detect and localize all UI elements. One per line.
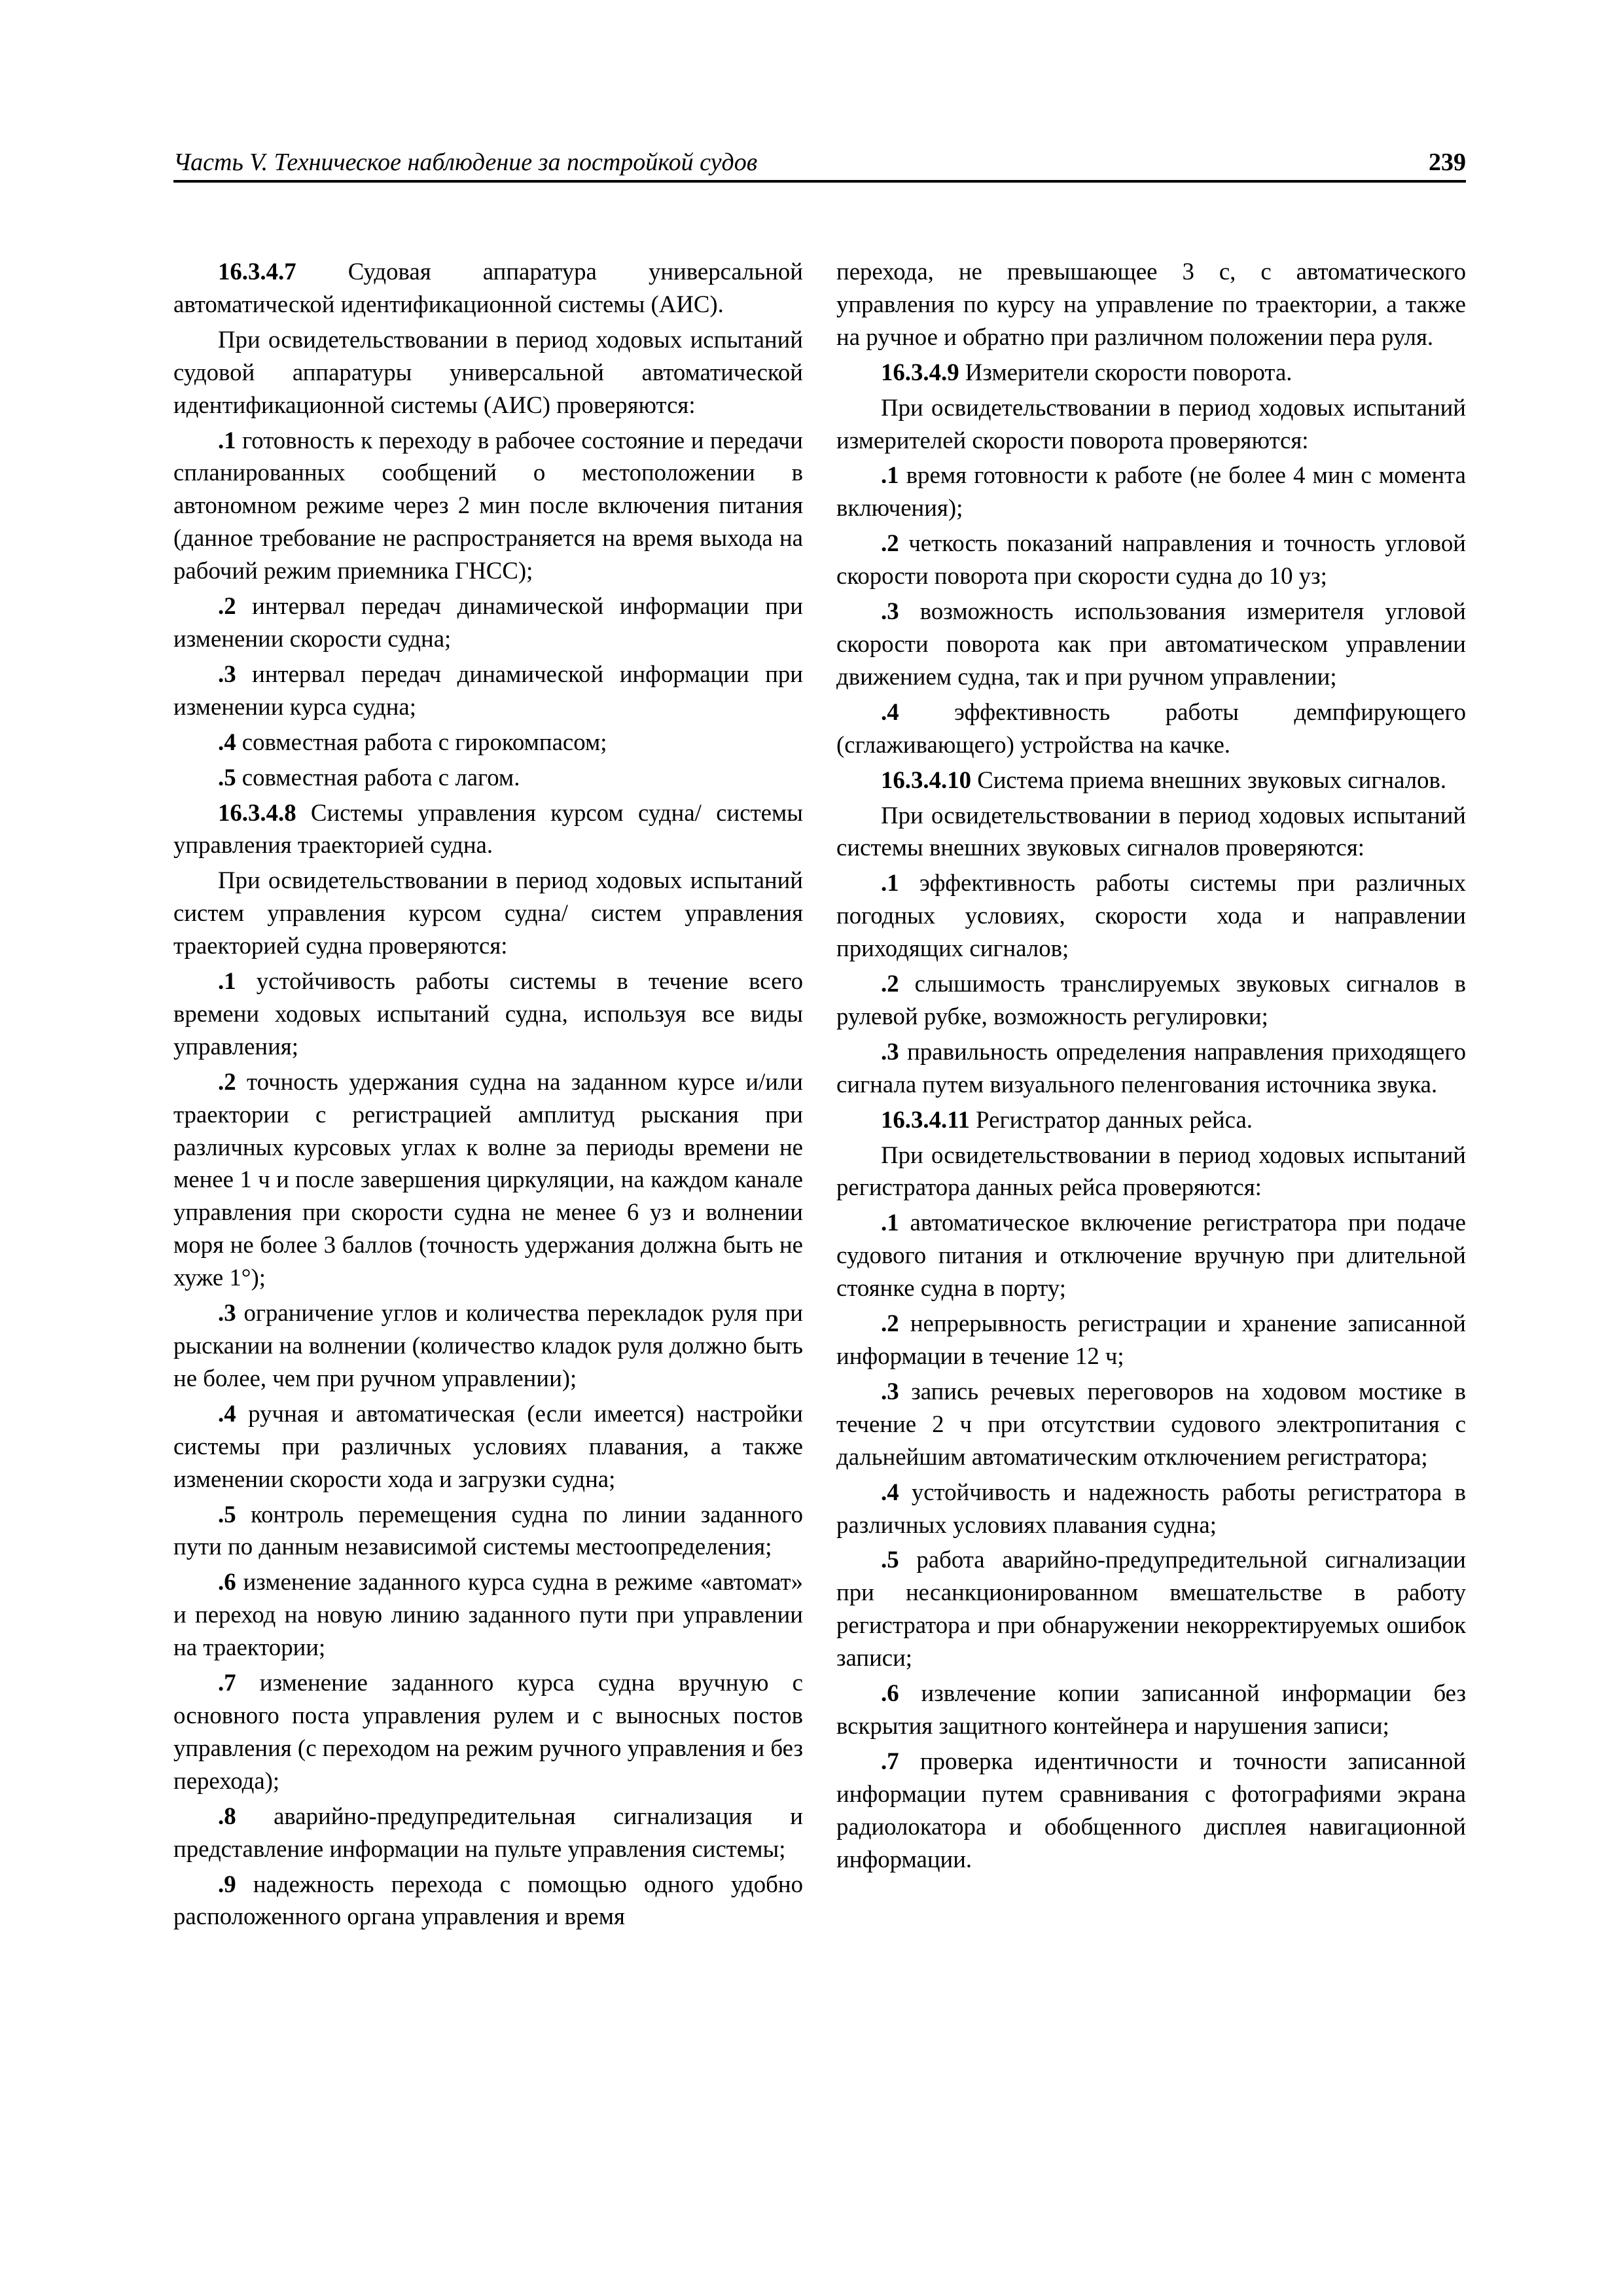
- paragraph: [173, 323, 803, 422]
- paragraph-text: интервал передач динамической информации при изменении курса судна;: [173, 660, 803, 720]
- item-number: .3: [881, 1037, 899, 1065]
- running-title: Часть V. Техническое наблюдение за постройкой судов: [173, 149, 758, 176]
- paragraph: [836, 255, 1466, 353]
- paragraph-text: устойчивость работы системы в течение всего времени ходовых испытаний судна, используя все виды управления;: [173, 967, 803, 1060]
- paragraph: [173, 1498, 803, 1564]
- paragraph: [836, 696, 1466, 761]
- paragraph-text: проверка идентичности и точности записанной информации путем сравнивания с фотографиями экрана радиолокатора и обобщенного дисплея навигационной информации.: [836, 1747, 1466, 1873]
- item-number: .5: [218, 1500, 236, 1528]
- item-number: .6: [881, 1679, 899, 1707]
- paragraph: [836, 391, 1466, 457]
- paragraph-text: четкость показаний направления и точность угловой скорости поворота при скорости судна до 10 уз;: [836, 529, 1466, 590]
- paragraph-text: При освидетельствовании в период ходовых испытаний системы внешних звуковых сигналов проверяются:: [836, 801, 1466, 861]
- paragraph: [836, 1476, 1466, 1541]
- paragraph-text: ограничение углов и количества перекладок руля при рыскании на волнении (количество кладок руля должно быть не более, чем при ручном управлении);: [173, 1299, 803, 1391]
- right-column: [836, 255, 1466, 1876]
- paragraph-text: правильность определения направления приходящего сигнала путем визуального пеленгования источника звука.: [836, 1037, 1466, 1098]
- paragraph-text: непрерывность регистрации и хранение записанной информации в течение 12 ч;: [836, 1310, 1466, 1369]
- paragraph: [173, 1066, 803, 1294]
- item-number: .2: [218, 592, 236, 620]
- item-number: .1: [218, 967, 236, 995]
- item-number: .1: [881, 869, 899, 897]
- paragraph: [836, 764, 1466, 797]
- left-column: [173, 255, 803, 1933]
- paragraph-text: извлечение копии записанной информации без вскрытия защитного контейнера и нарушения записи;: [836, 1679, 1466, 1739]
- paragraph: [836, 595, 1466, 693]
- paragraph-text: Регистратор данных рейса.: [969, 1105, 1253, 1133]
- paragraph: [173, 255, 803, 321]
- paragraph-text: надежность перехода с помощью одного удобно расположенного органа управления и время: [173, 1870, 803, 1930]
- paragraph: [836, 1375, 1466, 1473]
- item-number: .4: [218, 728, 236, 755]
- page-number: 239: [1429, 149, 1466, 176]
- paragraph-text: изменение заданного курса судна в режиме «автомат» и переход на новую линию заданного пути при управлении на траектории;: [173, 1568, 803, 1661]
- item-number: .1: [881, 1209, 899, 1236]
- item-number: 16.3.4.8: [218, 798, 296, 826]
- paragraph-text: При освидетельствовании в период ходовых испытаний измерителей скорости поворота проверяются:: [836, 393, 1466, 454]
- paragraph: [173, 424, 803, 588]
- paragraph: [836, 1139, 1466, 1204]
- paragraph-text: Система приема внешних звуковых сигналов.: [971, 766, 1447, 793]
- paragraph-text: интервал передач динамической информации при изменении скорости судна;: [173, 592, 803, 652]
- paragraph-text: контроль перемещения судна по линии заданного пути по данным независимой системы местоопределения;: [173, 1500, 803, 1560]
- item-number: 16.3.4.10: [881, 766, 971, 793]
- paragraph: [173, 864, 803, 962]
- item-number: .3: [881, 1377, 899, 1405]
- item-number: .7: [881, 1747, 899, 1774]
- paragraph: [173, 1566, 803, 1664]
- item-number: .7: [218, 1669, 236, 1696]
- paragraph-text: возможность использования измерителя угловой скорости поворота как при автоматическом управлении движением судна, так и при ручном управлении;: [836, 598, 1466, 690]
- item-number: .1: [218, 426, 236, 454]
- item-number: 16.3.4.11: [881, 1105, 970, 1133]
- paragraph-text: совместная работа с гирокомпасом;: [236, 728, 607, 755]
- item-number: .6: [218, 1568, 236, 1596]
- paragraph-text: совместная работа с лагом.: [236, 763, 520, 791]
- paragraph: [173, 1666, 803, 1797]
- paragraph: [173, 658, 803, 723]
- paragraph-text: эффективность работы системы при различных погодных условиях, скорости хода и направлении приходящих сигналов;: [836, 869, 1466, 962]
- paragraph: [173, 1297, 803, 1395]
- paragraph-text: перехода, не превышающее 3 с, с автоматического управления по курсу на управление по траектории, а также на ручное и обратно при различном положении пера руля.: [836, 258, 1466, 350]
- paragraph: [836, 867, 1466, 965]
- item-number: .1: [881, 461, 899, 489]
- paragraph: [836, 967, 1466, 1033]
- paragraph-text: устойчивость и надежность работы регистратора в различных условиях плавания судна;: [836, 1478, 1466, 1538]
- paragraph-text: готовность к переходу в рабочее состояние и передачи спланированных сообщений о местоположении в автономном режиме через 2 мин после включения питания (данное требование не распространяется на время выхода на рабочий режим приемника ГНСС);: [173, 426, 803, 584]
- paragraph: [173, 797, 803, 862]
- item-number: .3: [218, 1299, 236, 1327]
- paragraph: [836, 1677, 1466, 1742]
- item-number: .4: [881, 698, 899, 725]
- paragraph-text: При освидетельствовании в период ходовых испытаний регистратора данных рейса проверяются:: [836, 1141, 1466, 1201]
- paragraph-text: Системы управления курсом судна/ системы управления траекторией судна.: [173, 798, 803, 859]
- item-number: .5: [218, 763, 236, 791]
- item-number: .8: [218, 1802, 236, 1829]
- paragraph: [836, 799, 1466, 865]
- item-number: .2: [881, 529, 899, 557]
- paragraph-text: эффективность работы демпфирующего (сглаживающего) устройства на качке.: [836, 698, 1466, 758]
- paragraph: [173, 1397, 803, 1496]
- paragraph: [836, 1745, 1466, 1876]
- paragraph: [173, 1800, 803, 1865]
- paragraph-text: При освидетельствовании в период ходовых испытаний систем управления курсом судна/ систем управления траекторией судна проверяются:: [173, 867, 803, 960]
- paragraph-text: запись речевых переговоров на ходовом мостике в течение 2 ч при отсутствии судового электропитания с дальнейшим автоматическим отключением регистратора;: [836, 1377, 1466, 1470]
- paragraph: [836, 1103, 1466, 1136]
- paragraph: [173, 761, 803, 794]
- paragraph: [836, 527, 1466, 592]
- item-number: .2: [881, 1310, 899, 1337]
- paragraph: [173, 590, 803, 655]
- paragraph-text: Судовая аппаратура универсальной автоматической идентификационной системы (АИС).: [173, 258, 803, 317]
- paragraph: [173, 965, 803, 1063]
- paragraph: [173, 1868, 803, 1933]
- paragraph: [836, 356, 1466, 389]
- paragraph: [836, 1543, 1466, 1674]
- item-number: .9: [218, 1870, 236, 1897]
- item-number: .3: [218, 660, 236, 687]
- paragraph-text: работа аварийно-предупредительной сигнализации при несанкционированном вмешательстве в работу регистратора и при обнаружении некорректируемых ошибок записи;: [836, 1546, 1466, 1672]
- item-number: .2: [881, 970, 899, 997]
- paragraph-text: Измерители скорости поворота.: [959, 358, 1293, 386]
- page-header: [173, 147, 1466, 180]
- paragraph-text: точность удержания судна на заданном курсе и/или траектории с регистрацией амплитуд рыскания при различных курсовых углах к волне за периоды времени не менее 1 ч и после завершения циркуляции, на каждом канале управления при скорости судна не менее 6 уз и волнении моря не более 3 баллов (точность удержания должна быть не хуже 1°);: [173, 1067, 803, 1291]
- paragraph-text: ручная и автоматическая (если имеется) настройки системы при различных условиях плавания, а также изменении скорости хода и загрузки судна;: [173, 1399, 803, 1492]
- paragraph: [836, 1307, 1466, 1372]
- paragraph-text: слышимость транслируемых звуковых сигналов в рулевой рубке, возможность регулировки;: [836, 970, 1466, 1030]
- paragraph-text: аварийно-предупредительная сигнализация и представление информации на пульте управления системы;: [173, 1802, 803, 1862]
- paragraph: [836, 1206, 1466, 1304]
- item-number: .4: [218, 1399, 236, 1427]
- item-number: .4: [881, 1478, 899, 1505]
- paragraph: [836, 1035, 1466, 1101]
- paragraph-text: изменение заданного курса судна вручную с основного поста управления рулем и с выносных постов управления (с переходом на режим ручного управления и без перехода);: [173, 1669, 803, 1794]
- item-number: 16.3.4.7: [218, 258, 296, 285]
- paragraph-text: автоматическое включение регистратора при подаче судового питания и отключение вручную при длительной стоянке судна в порту;: [836, 1209, 1466, 1302]
- item-number: .5: [881, 1546, 899, 1573]
- paragraph-text: При освидетельствовании в период ходовых испытаний судовой аппаратуры универсальной автоматической идентификационной системы (АИС) проверяются:: [173, 325, 803, 418]
- paragraph-text: время готовности к работе (не более 4 мин с момента включения);: [836, 461, 1466, 522]
- paragraph: [173, 726, 803, 759]
- item-number: .2: [218, 1067, 236, 1095]
- header-rule: [173, 180, 1466, 183]
- paragraph: [836, 459, 1466, 524]
- item-number: .3: [881, 598, 899, 625]
- item-number: 16.3.4.9: [881, 358, 959, 386]
